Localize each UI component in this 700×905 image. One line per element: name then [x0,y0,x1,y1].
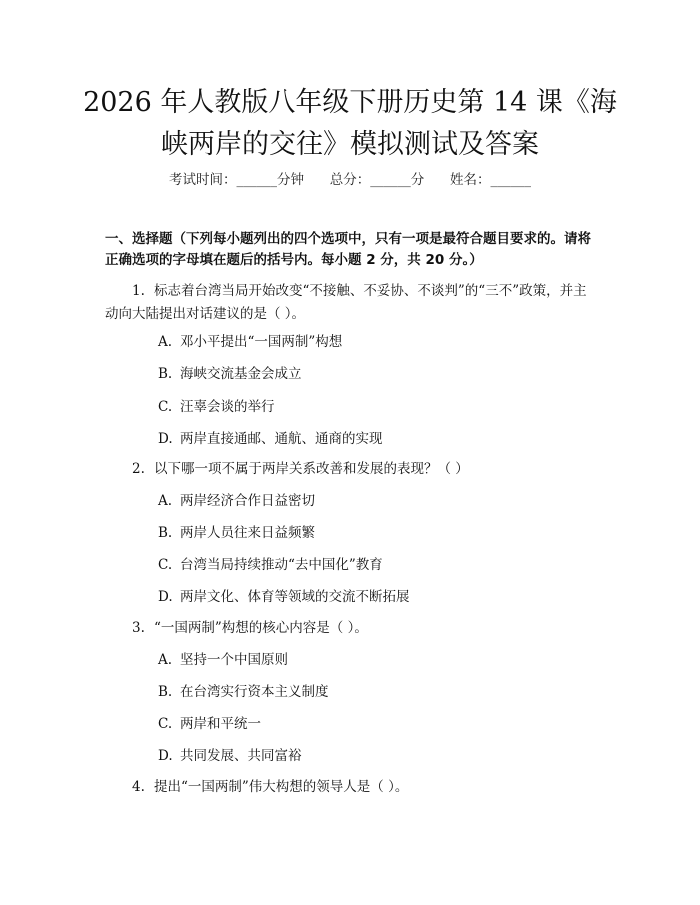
option-2a [158,491,315,511]
question-text: 提出“一国两制”伟大构想的领导人是（ ）。 [154,779,409,795]
question-4 [105,776,597,799]
title-line-2: 峡两岸的交往》模拟测试及答案 [161,129,539,160]
option-text: 共同发展、共同富裕 [180,748,302,764]
option-text: 在台湾实行资本主义制度 [180,684,329,700]
option-2d [158,587,410,607]
question-text: 以下哪一项不属于两岸关系改善和发展的表现？（ ） [154,461,469,477]
exam-info: 考试时间：______分钟 总分：______分 姓名：______ [169,172,531,188]
option-text: 两岸经济合作日益密切 [180,493,315,509]
option-letter: C. [158,716,173,732]
question-text: 标志着台湾当局开始改变“不接触、不妥协、不谈判”的“三不”政策，并主动向大陆提出对话建议的是（ ）。 [105,283,587,322]
option-letter: B. [158,366,173,382]
option-letter: B. [158,684,173,700]
option-letter: D. [158,748,173,764]
option-2b [158,523,315,543]
title-line-1: 2026 年人教版八年级下册历史第 14 课《海 [83,87,617,118]
question-number: 3. [132,620,145,636]
option-1a [158,332,342,352]
question-number: 4. [132,779,145,795]
option-text: 台湾当局持续推动“去中国化”教育 [180,557,383,573]
option-1b [158,364,302,384]
option-letter: A. [158,334,173,350]
option-2c [158,555,383,575]
question-number: 2. [132,461,145,477]
option-letter: A. [158,652,173,668]
option-text: 两岸文化、体育等领域的交流不断拓展 [180,589,410,605]
option-letter: D. [158,431,173,447]
option-1c [158,397,275,417]
option-letter: A. [158,493,173,509]
option-text: 两岸直接通邮、通航、通商的实现 [180,431,383,447]
section-heading: 一、选择题（下列每小题列出的四个选项中，只有一项是最符合题目要求的。请将正确选项的字母填在题后的括号内。每小题 2 分，共 20 分。） [105,231,591,268]
option-letter: C. [158,399,173,415]
option-text: 两岸人员往来日益频繁 [180,525,315,541]
question-2 [105,458,597,481]
option-3b [158,682,329,702]
option-text: 坚持一个中国原则 [180,652,288,668]
question-1 [105,280,597,326]
option-3a [158,650,288,670]
option-3c [158,714,261,734]
option-3d [158,746,302,766]
option-text: 邓小平提出“一国两制”构想 [180,334,343,350]
option-text: 海峡交流基金会成立 [180,366,302,382]
option-text: 两岸和平统一 [180,716,261,732]
question-text: “一国两制”构想的核心内容是（ ）。 [154,620,368,636]
option-letter: C. [158,557,173,573]
question-number: 1. [132,283,145,299]
option-text: 汪辜会谈的举行 [180,399,275,415]
option-letter: B. [158,525,173,541]
option-1d [158,429,383,449]
document-title [60,82,640,166]
option-letter: D. [158,589,173,605]
question-3 [105,617,597,640]
